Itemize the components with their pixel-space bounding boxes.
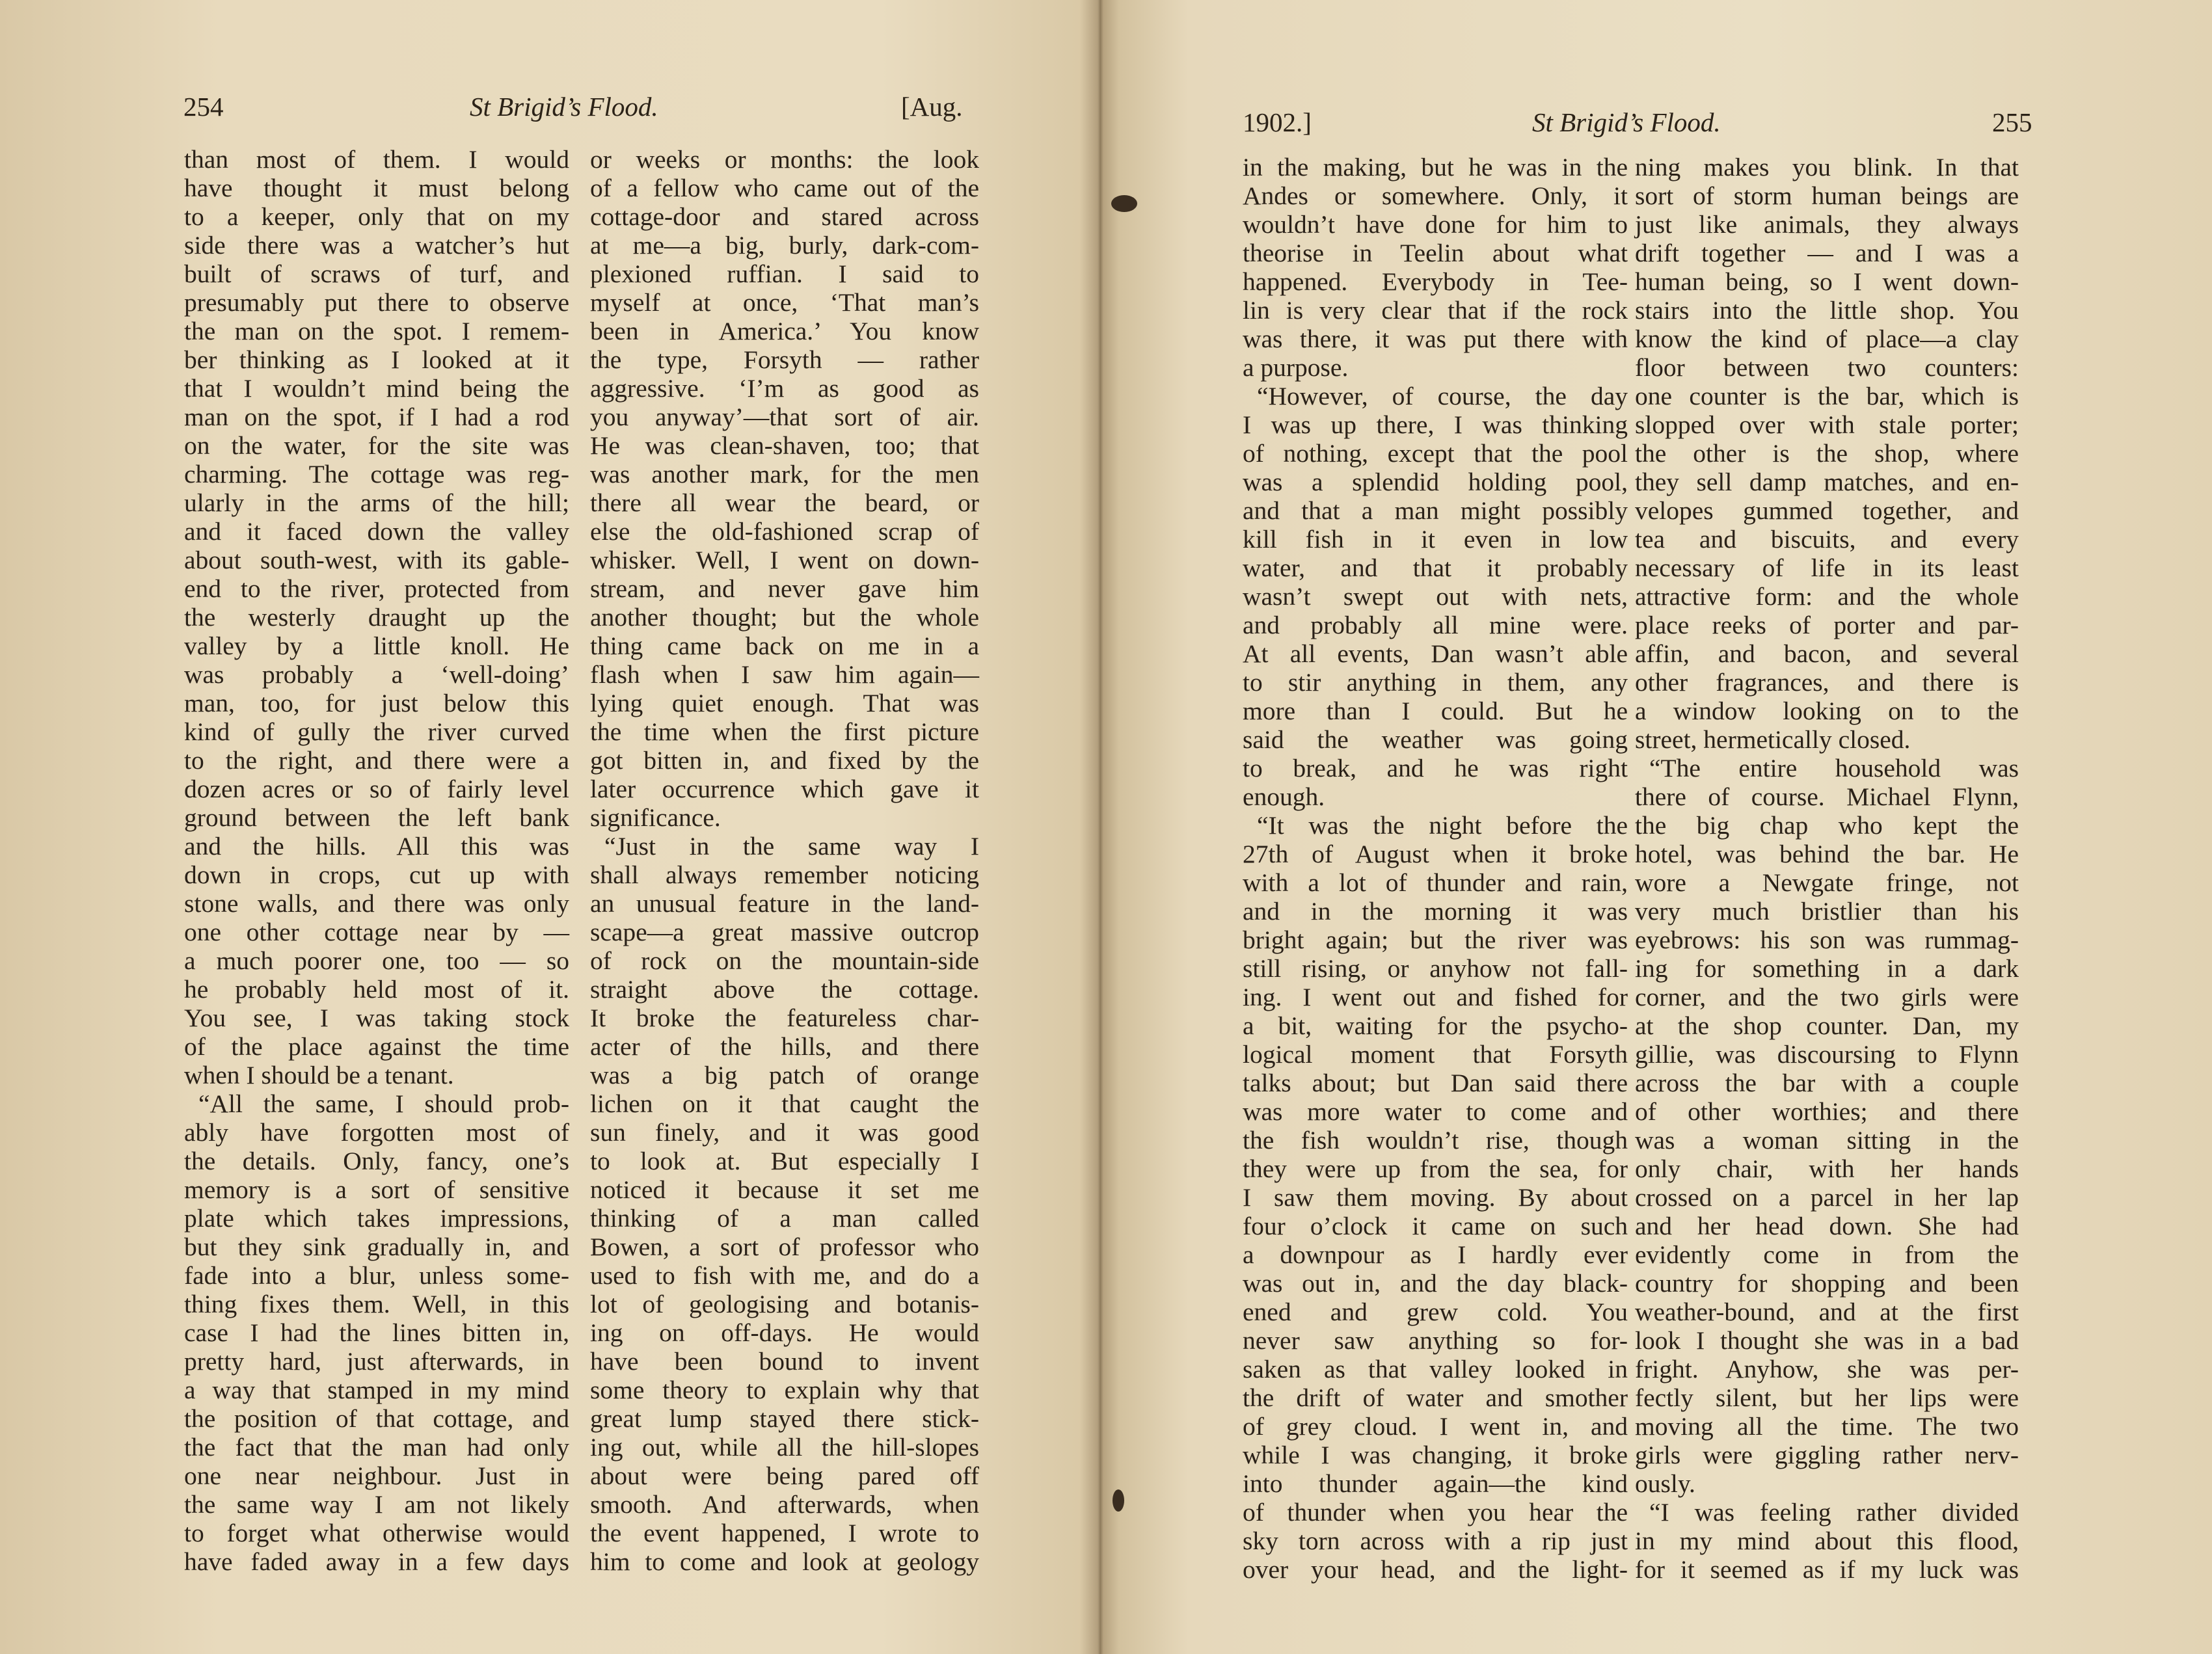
stitch-hole [1111,195,1137,212]
text-line: logical moment that Forsyth [1243,1040,1628,1069]
text-line: later occurrence which gave it [590,775,979,803]
text-line: of thunder when you hear the [1243,1498,1628,1527]
text-line: at the shop counter. Dan, my [1635,1011,2019,1040]
text-line: have faded away in a few days [184,1547,569,1576]
text-line: there all wear the beard, or [590,488,979,517]
text-line: used to fish with me, and do a [590,1261,979,1290]
text-line: thing fixes them. Well, in this [184,1290,569,1318]
text-line: human being, so I went down- [1635,267,2019,296]
text-line: tea and biscuits, and every [1635,525,2019,554]
text-line: scape—a great massive outcrop [590,918,979,946]
text-line: girls were giggling rather nerv- [1635,1441,2019,1469]
text-line: but they sink gradually in, and [184,1233,569,1261]
text-line: thing came back on me in a [590,632,979,660]
text-line: At all events, Dan wasn’t able [1243,639,1628,668]
text-line: some theory to explain why that [590,1376,979,1404]
text-line: when I should be a tenant. [184,1061,454,1089]
text-line: over your head, and the light- [1243,1555,1628,1584]
text-column-left-1 [184,145,569,1576]
text-line: one near neighbour. Just in [184,1461,569,1490]
text-line: Andes or somewhere. Only, it [1243,181,1628,210]
text-line: know the kind of place—a clay [1635,325,2019,353]
text-line: a purpose. [1243,353,1349,382]
text-line: “It was the night before the [1257,811,1628,840]
running-title: St Brigid’s Flood. [470,92,658,122]
text-line: another thought; but the whole [590,603,979,632]
text-line: attractive form: and the whole [1635,582,2019,611]
text-line: the big chap who kept the [1635,811,2019,840]
text-line: got bitten in, and fixed by the [590,746,979,775]
running-title: St Brigid’s Flood. [1532,107,1721,137]
text-line: look I thought she was in a bad [1635,1326,2019,1355]
text-line: into thunder again—the kind [1243,1469,1628,1498]
text-line: four o’clock it came on such [1243,1212,1628,1240]
text-line: and that a man might possibly [1243,496,1628,525]
text-line: about south-west, with its gable- [184,546,569,574]
text-line: said the weather was going [1243,725,1628,754]
right-page-header [1099,91,2212,137]
text-line: the time when the first picture [590,717,979,746]
right-page [1099,0,2212,1654]
text-line: a bit, waiting for the psycho- [1243,1011,1628,1040]
left-page [0,0,1099,1654]
text-line: case I had the lines bitten in, [184,1318,569,1347]
text-line: of grey cloud. I went in, and [1243,1412,1628,1441]
text-line: never saw anything so for- [1243,1326,1628,1355]
text-line: wasn’t swept out with nets, [1243,582,1628,611]
text-line: stairs into the little shop. You [1635,296,2019,325]
text-line: significance. [590,803,721,832]
text-line: drift together — and I was a [1635,239,2019,267]
text-line: sort of storm human beings are [1635,181,2019,210]
text-line: down in crops, cut up with [184,860,569,889]
text-line: eyebrows: his son was rummag- [1635,926,2019,954]
text-line: “The entire household was [1649,754,2019,782]
text-line: noticed it because it set me [590,1175,979,1204]
text-line: “I was feeling rather divided [1649,1498,2019,1527]
text-line: place reeks of porter and par- [1635,611,2019,639]
text-line: fade into a blur, unless some- [184,1261,569,1290]
text-line: was there, it was put there with [1243,325,1628,353]
text-line: to stir anything in them, any [1243,668,1628,697]
text-line: built of scraws of turf, and [184,260,569,288]
text-line: enough. [1243,782,1325,811]
text-line: that I wouldn’t mind being the [184,374,569,403]
text-line: end to the river, protected from [184,574,569,603]
text-line: a way that stamped in my mind [184,1376,569,1404]
text-line: theorise in Teelin about what [1243,239,1628,267]
text-line: more than I could. But he [1243,697,1628,725]
text-line: the type, Forsyth — rather [590,345,979,374]
text-line: there of course. Michael Flynn, [1635,782,2019,811]
text-line: ously. [1635,1469,1695,1498]
text-line: still rising, or anyhow not fall- [1243,954,1628,983]
text-line: was a big patch of orange [590,1061,979,1089]
text-line: It broke the featureless char- [590,1004,979,1032]
text-line: he probably held most of it. [184,975,569,1004]
text-line: a much poorer one, too — so [184,946,569,975]
text-line: happened. Everybody in Tee- [1243,267,1628,296]
text-line: straight above the cottage. [590,975,979,1004]
text-line: He was clean-shaven, too; that [590,431,979,460]
text-line: sun finely, and it was good [590,1118,979,1147]
text-line: one other cottage near by — [184,918,569,946]
text-line: I was up there, I was thinking [1243,410,1628,439]
text-line: to a keeper, only that on my [184,202,569,231]
text-line: hotel, was behind the bar. He [1635,840,2019,868]
text-line: ing on off-days. He would [590,1318,979,1347]
text-line: “Just in the same way I [604,832,979,860]
text-line: memory is a sort of sensitive [184,1175,569,1204]
text-line: for it seemed as if my luck was [1635,1555,2019,1584]
text-line: ning makes you blink. In that [1635,153,2019,181]
text-line: ing. I went out and fished for [1243,983,1628,1011]
text-line: while I was changing, it broke [1243,1441,1628,1469]
text-line: have thought it must belong [184,174,569,202]
text-line: than most of them. I would [184,145,569,174]
text-line: have been bound to invent [590,1347,979,1376]
stitch-hole [1113,1489,1124,1512]
text-line: on the water, for the site was [184,431,569,460]
text-line: man, too, for just below this [184,689,569,717]
text-line: else the old-fashioned scrap of [590,517,979,546]
text-line: plexioned ruffian. I said to [590,260,979,288]
text-column-right-1 [1243,153,1628,1584]
text-line: you anyway’—that sort of air. [590,403,979,431]
text-line: kill fish in it even in low [1243,525,1628,554]
text-line: the same way I am not likely [184,1490,569,1519]
text-line: man on the spot, if I had a rod [184,403,569,431]
text-line: ing for something in a dark [1635,954,2019,983]
text-line: side there was a watcher’s hut [184,231,569,260]
text-column-left-2 [590,145,979,1576]
text-line: ably have forgotten most of [184,1118,569,1147]
text-line: plate which takes impressions, [184,1204,569,1233]
text-line: of a fellow who came out of the [590,174,979,202]
text-line: flash when I saw him again— [590,660,979,689]
running-date: 1902.] [1243,107,1312,137]
text-line: sky torn across with a rip just [1243,1527,1628,1555]
text-line: I saw them moving. By about [1243,1183,1628,1212]
text-line: whisker. Well, I went on down- [590,546,979,574]
page-number: 255 [1992,107,2032,137]
text-line: about were being pared off [590,1461,979,1490]
text-line: wouldn’t have done for him to [1243,210,1628,239]
text-line: and the hills. All this was [184,832,569,860]
text-line: dozen acres or so of fairly level [184,775,569,803]
text-line: at me—a big, burly, dark-com- [590,231,979,260]
text-line: and probably all mine were. [1243,611,1628,639]
text-line: of rock on the mountain-side [590,946,979,975]
text-line: presumably put there to observe [184,288,569,317]
text-line: acter of the hills, and there [590,1032,979,1061]
text-line: 27th of August when it broke [1243,840,1628,868]
text-line: was probably a ‘well-doing’ [184,660,569,689]
text-line: great lump stayed there stick- [590,1404,979,1433]
text-line: cottage-door and stared across [590,202,979,231]
text-line: slopped over with stale porter; [1635,410,2019,439]
text-line: smooth. And afterwards, when [590,1490,979,1519]
text-line: and her head down. She had [1635,1212,2019,1240]
text-line: was a woman sitting in the [1635,1126,2019,1154]
text-line: myself at once, ‘That man’s [590,288,979,317]
text-line: crossed on a parcel in her lap [1635,1183,2019,1212]
text-line: been in America.’ You know [590,317,979,345]
text-line: and in the morning it was [1243,897,1628,926]
text-line: him to come and look at geology [590,1547,979,1576]
text-line: was more water to come and [1243,1097,1628,1126]
text-line: other fragrances, and there is [1635,668,2019,697]
text-line: a downpour as I hardly ever [1243,1240,1628,1269]
text-line: to look at. But especially I [590,1147,979,1175]
text-line: “All the same, I should prob- [198,1089,569,1118]
text-line: one counter is the bar, which is [1635,382,2019,410]
text-line: weather-bound, and at the first [1635,1298,2019,1326]
text-line: water, and that it probably [1243,554,1628,582]
text-line: You see, I was taking stock [184,1004,569,1032]
text-line: fright. Anyhow, she was per- [1635,1355,2019,1383]
text-line: of the place against the time [184,1032,569,1061]
text-line: stone walls, and there was only [184,889,569,918]
left-page-header [0,91,1099,130]
text-line: lot of geologising and botanis- [590,1290,979,1318]
text-line: lin is very clear that if the rock [1243,296,1628,325]
text-line: they sell damp matches, and en- [1635,468,2019,496]
text-column-right-2 [1635,153,2019,1584]
text-line: fectly silent, but her lips were [1635,1383,2019,1412]
text-line: the other is the shop, where [1635,439,2019,468]
text-line: with a lot of thunder and rain, [1243,868,1628,897]
text-line: moving all the time. The two [1635,1412,2019,1441]
text-line: talks about; but Dan said there [1243,1069,1628,1097]
text-line: or weeks or months: the look [590,145,979,174]
text-line: only chair, with her hands [1635,1154,2019,1183]
text-line: saken as that valley looked in [1243,1355,1628,1383]
text-line: corner, and the two girls were [1635,983,2019,1011]
text-line: ularly in the arms of the hill; [184,488,569,517]
text-line: stream, and never gave him [590,574,979,603]
text-line: country for shopping and been [1635,1269,2019,1298]
text-line: very much bristlier than his [1635,897,2019,926]
text-line: “However, of course, the day [1257,382,1628,410]
text-line: lying quiet enough. That was [590,689,979,717]
text-line: kind of gully the river curved [184,717,569,746]
text-line: of other worthies; and there [1635,1097,2019,1126]
text-line: gillie, was discoursing to Flynn [1635,1040,2019,1069]
text-line: they were up from the sea, for [1243,1154,1628,1183]
text-line: the details. Only, fancy, one’s [184,1147,569,1175]
text-line: the westerly draught up the [184,603,569,632]
text-line: aggressive. ‘I’m as good as [590,374,979,403]
running-date: [Aug. [901,92,963,122]
text-line: was a splendid holding pool, [1243,468,1628,496]
text-line: valley by a little knoll. He [184,632,569,660]
text-line: to forget what otherwise would [184,1519,569,1547]
text-line: to the right, and there were a [184,746,569,775]
text-line: to break, and he was right [1243,754,1628,782]
text-line: Bowen, a sort of professor who [590,1233,979,1261]
text-line: ing out, while all the hill-slopes [590,1433,979,1461]
text-line: a window looking on to the [1635,697,2019,725]
text-line: was out in, and the day black- [1243,1269,1628,1298]
text-line: bright again; but the river was [1243,926,1628,954]
text-line: the position of that cottage, and [184,1404,569,1433]
book-gutter [1080,0,1119,1654]
text-line: of nothing, except that the pool [1243,439,1628,468]
text-line: the event happened, I wrote to [590,1519,979,1547]
text-line: an unusual feature in the land- [590,889,979,918]
text-line: ground between the left bank [184,803,569,832]
text-line: and it faced down the valley [184,517,569,546]
text-line: the drift of water and smother [1243,1383,1628,1412]
text-line: the fish wouldn’t rise, though [1243,1126,1628,1154]
text-line: ber thinking as I looked at it [184,345,569,374]
text-line: just like animals, they always [1635,210,2019,239]
text-line: charming. The cottage was reg- [184,460,569,488]
text-line: in the making, but he was in the [1243,153,1628,181]
text-line: the man on the spot. I remem- [184,317,569,345]
page-number: 254 [183,92,224,122]
text-line: shall always remember noticing [590,860,979,889]
text-line: affin, and bacon, and several [1635,639,2019,668]
text-line: evidently come in from the [1635,1240,2019,1269]
text-line: lichen on it that caught the [590,1089,979,1118]
text-line: thinking of a man called [590,1204,979,1233]
text-line: pretty hard, just afterwards, in [184,1347,569,1376]
text-line: velopes gummed together, and [1635,496,2019,525]
text-line: floor between two counters: [1635,353,2019,382]
text-line: necessary of life in its least [1635,554,2019,582]
text-line: ened and grew cold. You [1243,1298,1628,1326]
text-line: street, hermetically closed. [1635,725,1911,754]
text-line: wore a Newgate fringe, not [1635,868,2019,897]
text-line: was another mark, for the men [590,460,979,488]
text-line: across the bar with a couple [1635,1069,2019,1097]
text-line: in my mind about this flood, [1635,1527,2019,1555]
text-line: the fact that the man had only [184,1433,569,1461]
